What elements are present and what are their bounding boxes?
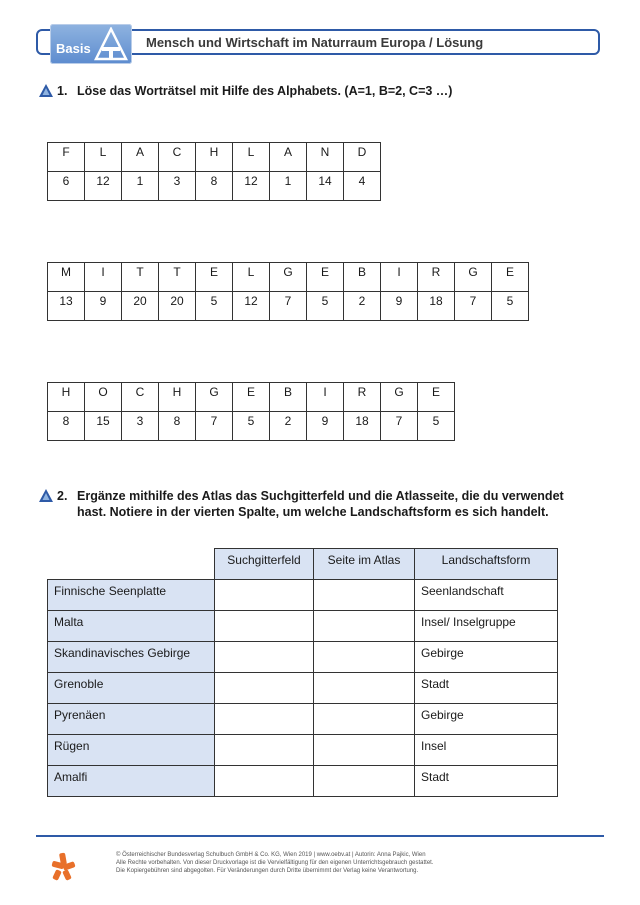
number-cell: 5 xyxy=(492,292,529,321)
grid-field-cell[interactable] xyxy=(215,704,314,735)
task2-instruction xyxy=(77,488,597,520)
place-name-cell: Malta xyxy=(48,611,215,642)
letter-cell: B xyxy=(270,383,307,412)
number-cell: 5 xyxy=(233,412,270,441)
number-cell: 18 xyxy=(344,412,381,441)
number-cell: 7 xyxy=(455,292,492,321)
number-cell: 8 xyxy=(48,412,85,441)
place-name-cell: Grenoble xyxy=(48,673,215,704)
letter-cell: L xyxy=(233,143,270,172)
table-row xyxy=(48,611,558,642)
task1-number: 1. xyxy=(57,84,68,98)
place-name-cell: Rügen xyxy=(48,735,215,766)
letter-cell: E xyxy=(307,263,344,292)
place-name-cell: Amalfi xyxy=(48,766,215,797)
letter-cell: H xyxy=(48,383,85,412)
grid-field-cell[interactable] xyxy=(215,580,314,611)
copyright-line-1: © Österreichischer Bundesverlag Schulbuch GmbH & Co. KG, Wien 2019 | www.oebv.at | Autorin: Anna Pajkic, Wien xyxy=(116,852,426,858)
landform-cell: Insel/ Inselgruppe xyxy=(415,611,558,642)
col-header-landform: Landschaftsform xyxy=(415,549,558,580)
number-cell: 1 xyxy=(270,172,307,201)
number-cell: 7 xyxy=(270,292,307,321)
letter-cell: H xyxy=(196,143,233,172)
place-name-cell: Finnische Seenplatte xyxy=(48,580,215,611)
letter-cell: G xyxy=(196,383,233,412)
letter-cell: E xyxy=(196,263,233,292)
letter-cell: I xyxy=(85,263,122,292)
letter-cell: A xyxy=(122,143,159,172)
letter-cell: M xyxy=(48,263,85,292)
letter-cell: F xyxy=(48,143,85,172)
letter-cell: L xyxy=(233,263,270,292)
word-puzzle-flachland xyxy=(47,142,381,201)
atlas-page-cell[interactable] xyxy=(314,766,415,797)
number-cell: 20 xyxy=(122,292,159,321)
publisher-logo-icon xyxy=(50,851,76,881)
number-cell: 8 xyxy=(159,412,196,441)
page-title: Mensch und Wirtschaft im Naturraum Europa / Lösung xyxy=(146,35,484,50)
letter-row xyxy=(48,383,455,412)
footer-divider xyxy=(36,835,604,837)
atlas-page-cell[interactable] xyxy=(314,642,415,673)
atlas-page-cell[interactable] xyxy=(314,611,415,642)
table-row xyxy=(48,642,558,673)
letter-cell: E xyxy=(418,383,455,412)
col-header-page: Seite im Atlas xyxy=(314,549,415,580)
landform-cell: Stadt xyxy=(415,673,558,704)
letter-cell: R xyxy=(418,263,455,292)
logo-text: Basis xyxy=(56,41,91,56)
grid-field-cell[interactable] xyxy=(215,642,314,673)
letter-cell: G xyxy=(381,383,418,412)
atlas-page-cell[interactable] xyxy=(314,580,415,611)
place-name-cell: Pyrenäen xyxy=(48,704,215,735)
number-row xyxy=(48,412,455,441)
number-cell: 3 xyxy=(122,412,159,441)
letter-cell: L xyxy=(85,143,122,172)
empty-corner-cell xyxy=(48,549,215,580)
letter-cell: G xyxy=(455,263,492,292)
copyright-line-3: Die Kopiergebühren sind abgegolten. Für Veränderungen durch Dritte übernimmt der Verlag keine Verantwortung. xyxy=(116,868,419,874)
triangle-logo-icon xyxy=(94,27,128,61)
letter-cell: T xyxy=(159,263,196,292)
letter-cell: A xyxy=(270,143,307,172)
grid-field-cell[interactable] xyxy=(215,673,314,704)
task-triangle-icon xyxy=(39,489,53,502)
task2-line2: hast. Notiere in der vierten Spalte, um welche Landschaftsform es sich handelt. xyxy=(77,505,549,519)
landscape-header-row xyxy=(48,549,558,580)
number-cell: 9 xyxy=(85,292,122,321)
place-name-cell: Skandinavisches Gebirge xyxy=(48,642,215,673)
number-cell: 5 xyxy=(196,292,233,321)
number-row xyxy=(48,292,529,321)
landform-cell: Stadt xyxy=(415,766,558,797)
number-cell: 7 xyxy=(196,412,233,441)
letter-cell: I xyxy=(307,383,344,412)
letter-cell: C xyxy=(122,383,159,412)
letter-row xyxy=(48,143,381,172)
landform-cell: Gebirge xyxy=(415,642,558,673)
letter-cell: E xyxy=(492,263,529,292)
number-row xyxy=(48,172,381,201)
number-cell: 2 xyxy=(344,292,381,321)
letter-cell: C xyxy=(159,143,196,172)
number-cell: 9 xyxy=(307,412,344,441)
copyright-line-2: Alle Rechte vorbehalten. Von dieser Druckvorlage ist die Vervielfältigung für den eigenen Unterrichtsgebrauch gestattet. xyxy=(116,860,434,866)
task2-line1: Ergänze mithilfe des Atlas das Suchgitterfeld und die Atlasseite, die du verwendet xyxy=(77,489,564,503)
number-cell: 14 xyxy=(307,172,344,201)
letter-cell: E xyxy=(233,383,270,412)
number-cell: 1 xyxy=(122,172,159,201)
word-puzzle-hochgebirge xyxy=(47,382,455,441)
grid-field-cell[interactable] xyxy=(215,766,314,797)
number-cell: 8 xyxy=(196,172,233,201)
letter-row xyxy=(48,263,529,292)
number-cell: 2 xyxy=(270,412,307,441)
letter-cell: B xyxy=(344,263,381,292)
letter-cell: T xyxy=(122,263,159,292)
number-cell: 5 xyxy=(418,412,455,441)
table-row xyxy=(48,766,558,797)
letter-cell: G xyxy=(270,263,307,292)
number-cell: 6 xyxy=(48,172,85,201)
letter-cell: D xyxy=(344,143,381,172)
number-cell: 3 xyxy=(159,172,196,201)
atlas-page-cell[interactable] xyxy=(314,673,415,704)
letter-cell: N xyxy=(307,143,344,172)
landform-cell: Insel xyxy=(415,735,558,766)
copyright-notice xyxy=(116,851,536,875)
landform-cell: Gebirge xyxy=(415,704,558,735)
number-cell: 20 xyxy=(159,292,196,321)
number-cell: 12 xyxy=(233,292,270,321)
letter-cell: O xyxy=(85,383,122,412)
number-cell: 13 xyxy=(48,292,85,321)
task1-instruction: Löse das Worträtsel mit Hilfe des Alphabets. (A=1, B=2, C=3 …) xyxy=(77,84,453,98)
col-header-grid: Suchgitterfeld xyxy=(215,549,314,580)
number-cell: 7 xyxy=(381,412,418,441)
grid-field-cell[interactable] xyxy=(215,735,314,766)
landscape-table xyxy=(47,548,558,797)
landform-cell: Seenlandschaft xyxy=(415,580,558,611)
letter-cell: I xyxy=(381,263,418,292)
word-puzzle-mittelgebirge xyxy=(47,262,529,321)
grid-field-cell[interactable] xyxy=(215,611,314,642)
number-cell: 9 xyxy=(381,292,418,321)
letter-cell: H xyxy=(159,383,196,412)
basis-logo xyxy=(50,24,132,64)
letter-cell: R xyxy=(344,383,381,412)
number-cell: 5 xyxy=(307,292,344,321)
number-cell: 12 xyxy=(233,172,270,201)
table-row xyxy=(48,735,558,766)
atlas-page-cell[interactable] xyxy=(314,704,415,735)
number-cell: 12 xyxy=(85,172,122,201)
table-row xyxy=(48,704,558,735)
number-cell: 4 xyxy=(344,172,381,201)
number-cell: 15 xyxy=(85,412,122,441)
task2-number: 2. xyxy=(57,489,68,503)
task-triangle-icon xyxy=(39,84,53,97)
number-cell: 18 xyxy=(418,292,455,321)
table-row xyxy=(48,673,558,704)
atlas-page-cell[interactable] xyxy=(314,735,415,766)
table-row xyxy=(48,580,558,611)
